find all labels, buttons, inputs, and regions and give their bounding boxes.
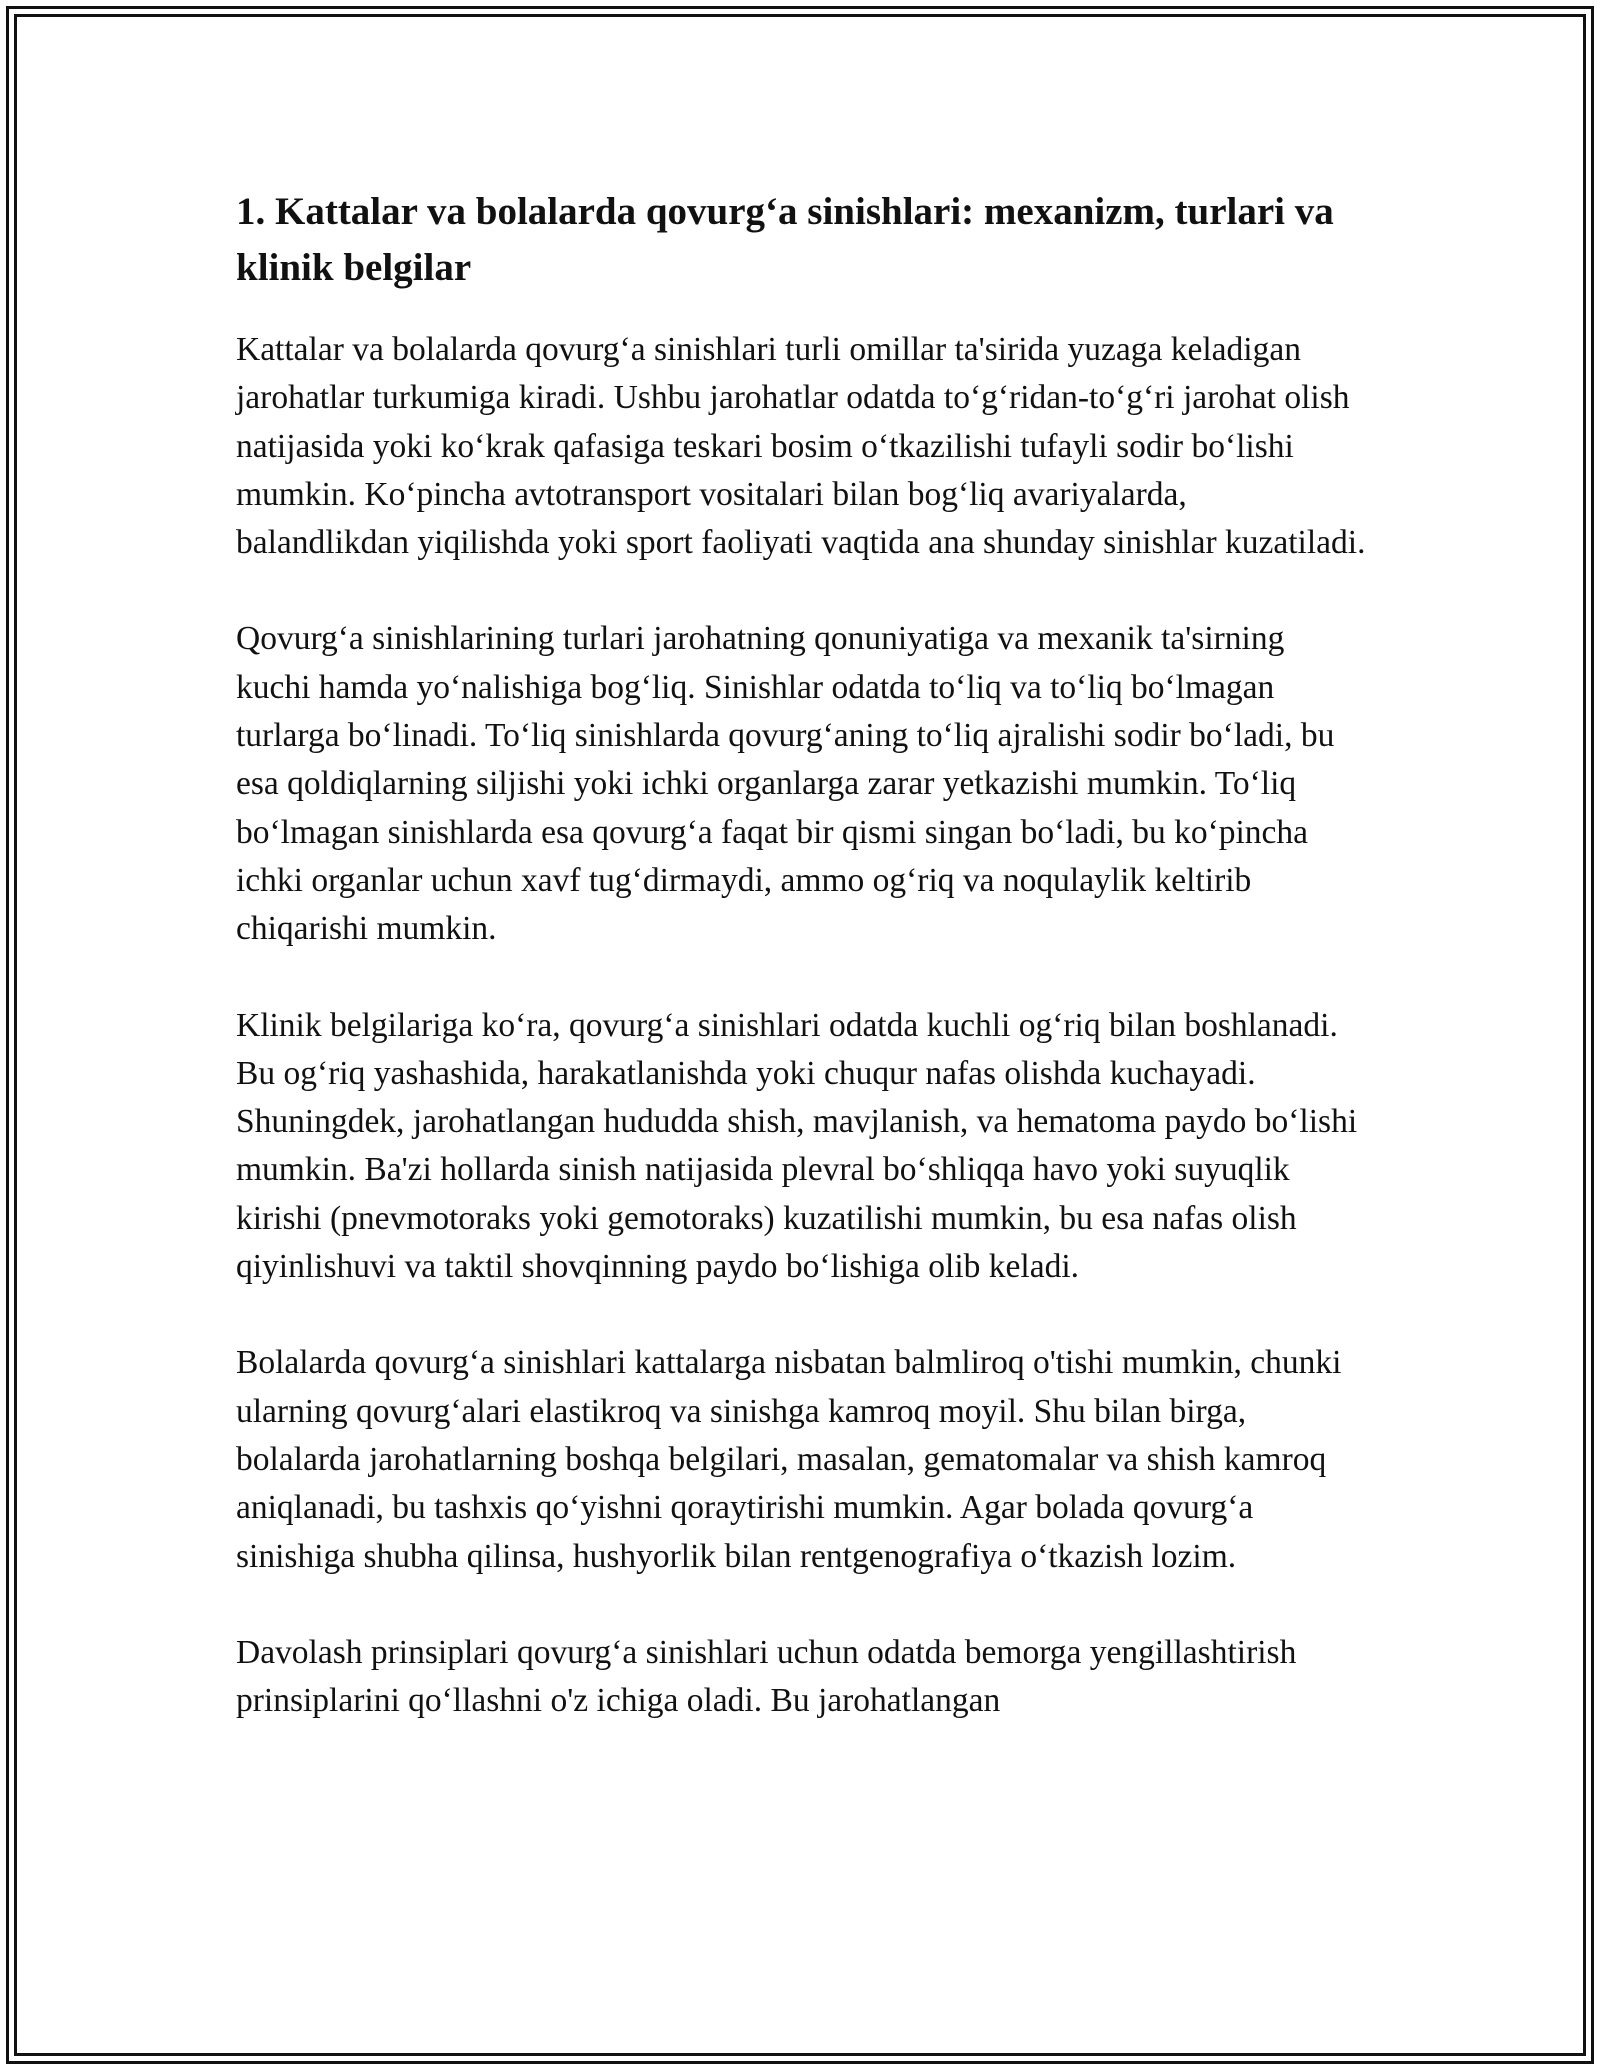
paragraph-mechanism: Kattalar va bolalarda qovurg‘a sinishlari turli omillar ta'sirida yuzaga keladigan jarohatlar turkumiga kiradi. Ushbu jarohatlar odatda to‘g‘ridan-to‘g‘ri jarohat olish natijasida yoki ko‘krak qafasiga teskari bosim o‘tkazilishi tufayli sodir bo‘lishi mumkin. Ko‘pincha avtotransport vositalari bilan bog‘liq avariyalarda, balandlikdan yiqilishda yoki sport faoliyati vaqtida ana shunday sinishlar kuzatiladi.	[236, 331, 1366, 562]
paragraph-children: Bolalarda qovurg‘a sinishlari kattalarga nisbatan balmliroq o'tishi mumkin, chunki ularning qovurg‘alari elastikroq va sinishga kamroq moyil. Shu bilan birga, bolalarda jarohatlarning boshqa belgilari, masalan, gematomalar va shish kamroq aniqlanadi, bu tashxis qo‘yishni qoraytirishi mumkin. Agar bolada qovurg‘a sinishiga shubha qilinsa, hushyorlik bilan rentgenografiya o‘tkazish lozim.	[236, 1344, 1342, 1575]
section-heading: 1. Kattalar va bolalarda qovurg‘a sinishlari: mexanizm, turlari va klinik belgilar	[236, 190, 1334, 289]
paragraph-fracture-types: Qovurg‘a sinishlarining turlari jarohatning qonuniyatiga va mexanik ta'sirning kuchi hamda yo‘nalishiga bog‘liq. Sinishlar odatda to‘liq va to‘liq bo‘lmagan turlarga bo‘linadi. To‘liq sinishlarda qovurg‘aning to‘liq ajralishi sodir bo‘ladi, bu esa qoldiqlarning siljishi yoki ichki organlarga zarar yetkazishi mumkin. To‘liq bo‘lmagan sinishlarda esa qovurg‘a faqat bir qismi singan bo‘ladi, bu ko‘pincha ichki organlar uchun xavf tug‘dirmaydi, ammo og‘riq va noqulaylik keltirib chiqarishi mumkin.	[236, 620, 1335, 948]
paragraph-treatment: Davolash prinsiplari qovurg‘a sinishlari uchun odatda bemorga yengillashtirish prinsiplarini qo‘llashni o'z ichiga oladi. Bu jarohatlangan	[236, 1633, 1297, 1720]
paragraph-clinical-signs: Klinik belgilariga ko‘ra, qovurg‘a sinishlari odatda kuchli og‘riq bilan boshlanadi. Bu og‘riq yashashida, harakatlanishda yoki chuqur nafas olishda kuchayadi. Shuningdek, jarohatlangan hududda shish, mavjlanish, va hematoma paydo bo‘lishi mumkin. Ba'zi hollarda sinish natijasida plevral bo‘shliqqa havo yoki suyuqlik kirishi (pnevmotoraks yoki gemotoraks) kuzatilishi mumkin, bu esa nafas olish qiyinlishuvi va taktil shovqinning paydo bo‘lishiga olib keladi.	[236, 1006, 1358, 1286]
document-body	[236, 184, 1366, 1773]
